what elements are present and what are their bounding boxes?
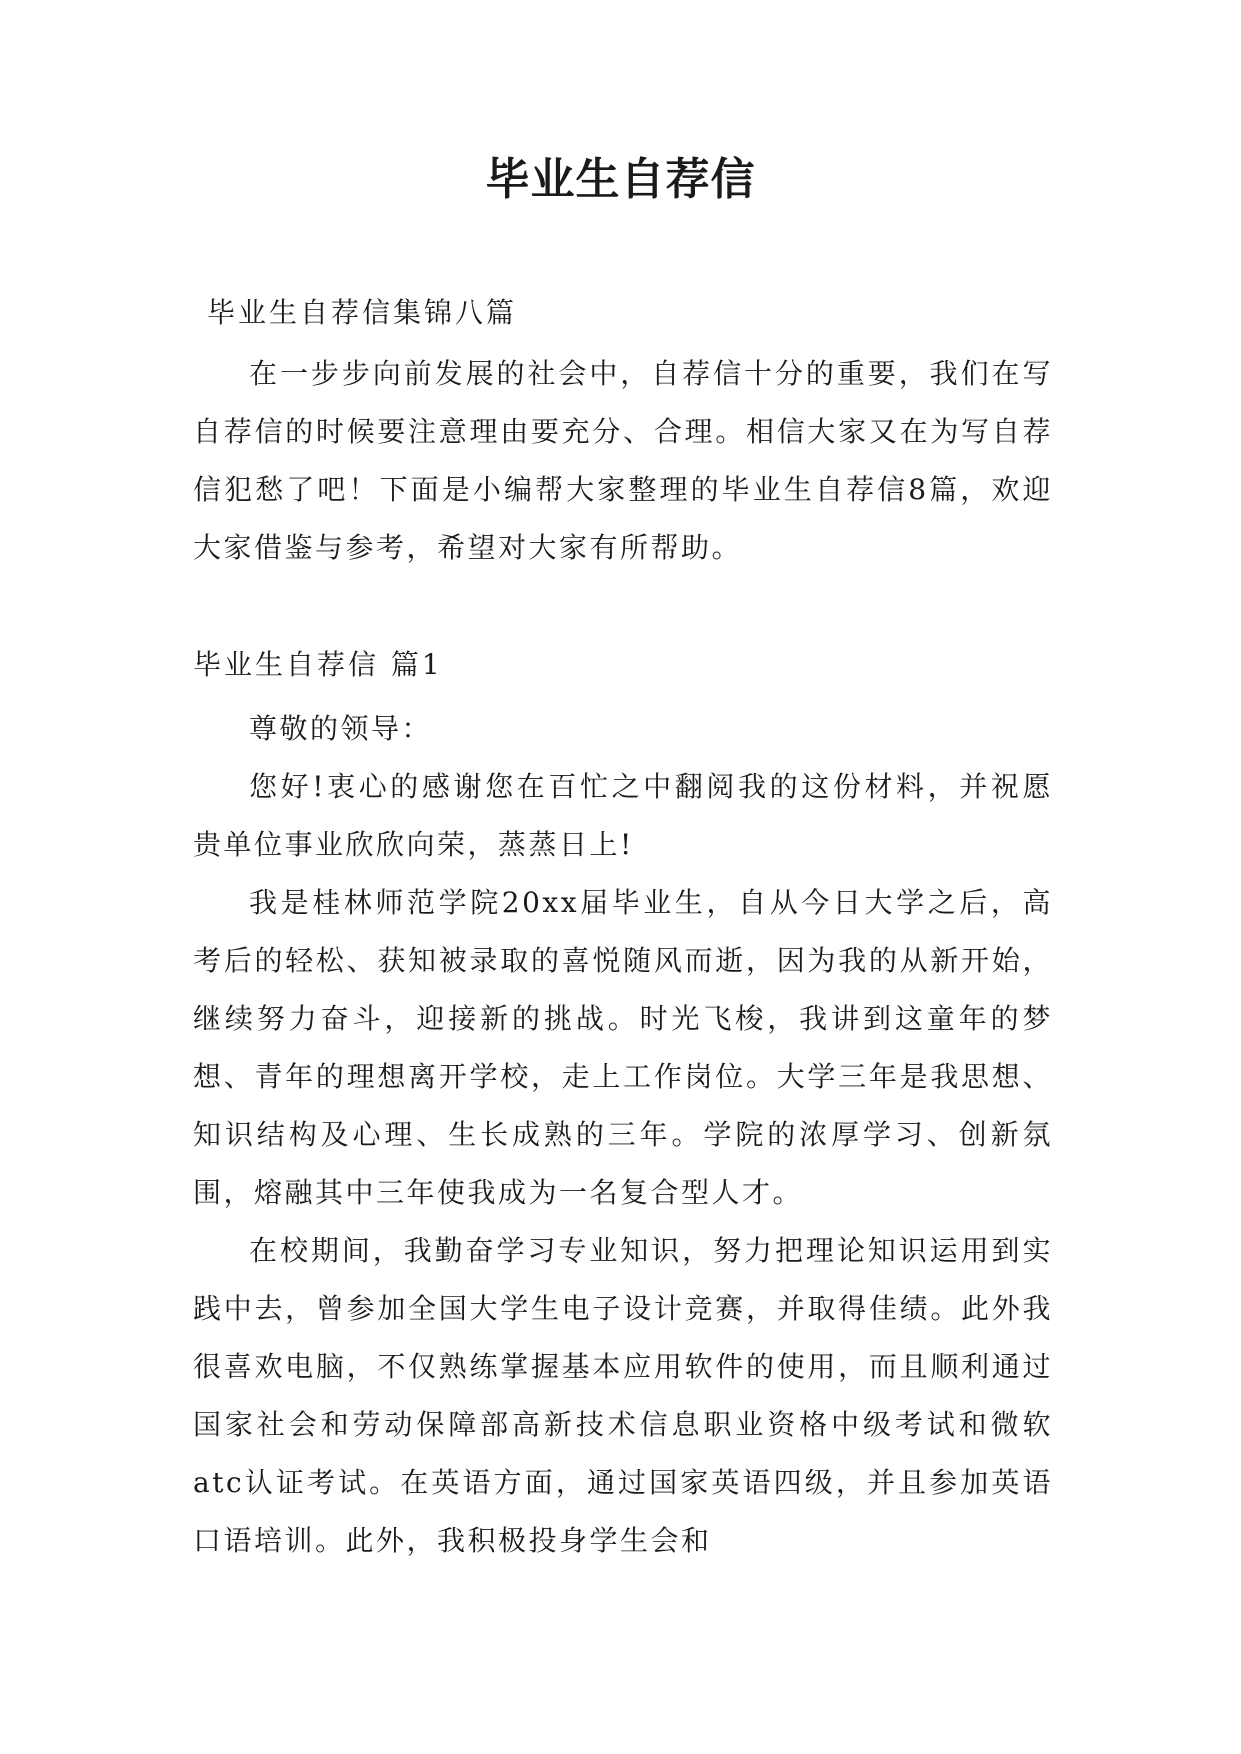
letter-paragraph: 您好!衷心的感谢您在百忙之中翻阅我的这份材料，并祝愿贵单位事业欣欣向荣，蒸蒸日上! [193,770,1053,861]
letter-paragraph: 我是桂林师范学院20xx届毕业生，自从今日大学之后，高考后的轻松、获知被录取的喜悦随风而逝，因为我的从新开始，继续努力奋斗，迎接新的挑战。时光飞梭，我讲到这童年的梦想、青年的理想离开学校，走上工作岗位。大学三年是我思想、知识结构及心理、生长成熟的三年。学院的浓厚学习、创新氛围，熔融其中三年使我成为一名复合型人才。 [193,886,1053,1209]
letter-salutation: 尊敬的领导： [249,712,433,745]
document-title: 毕业生自荐信 [485,154,756,205]
section-heading: 毕业生自荐信 篇1 [193,648,443,681]
intro-block [193,345,1053,577]
letter-body [193,700,1053,1570]
intro-paragraph: 在一步步向前发展的社会中，自荐信十分的重要，我们在写自荐信的时候要注意理由要充分、合理。相信大家又在为写自荐信犯愁了吧！下面是小编帮大家整理的毕业生自荐信8篇，欢迎大家借鉴与参考，希望对大家有所帮助。 [193,357,1053,564]
letter-paragraph: 在校期间，我勤奋学习专业知识，努力把理论知识运用到实践中去，曾参加全国大学生电子设计竞赛，并取得佳绩。此外我很喜欢电脑，不仅熟练掌握基本应用软件的使用，而且顺利通过国家社会和劳动保障部高新技术信息职业资格中级考试和微软atc认证考试。在英语方面，通过国家英语四级，并且参加英语口语培训。此外，我积极投身学生会和 [193,1234,1053,1557]
document-subtitle: 毕业生自荐信集锦八篇 [207,296,518,329]
